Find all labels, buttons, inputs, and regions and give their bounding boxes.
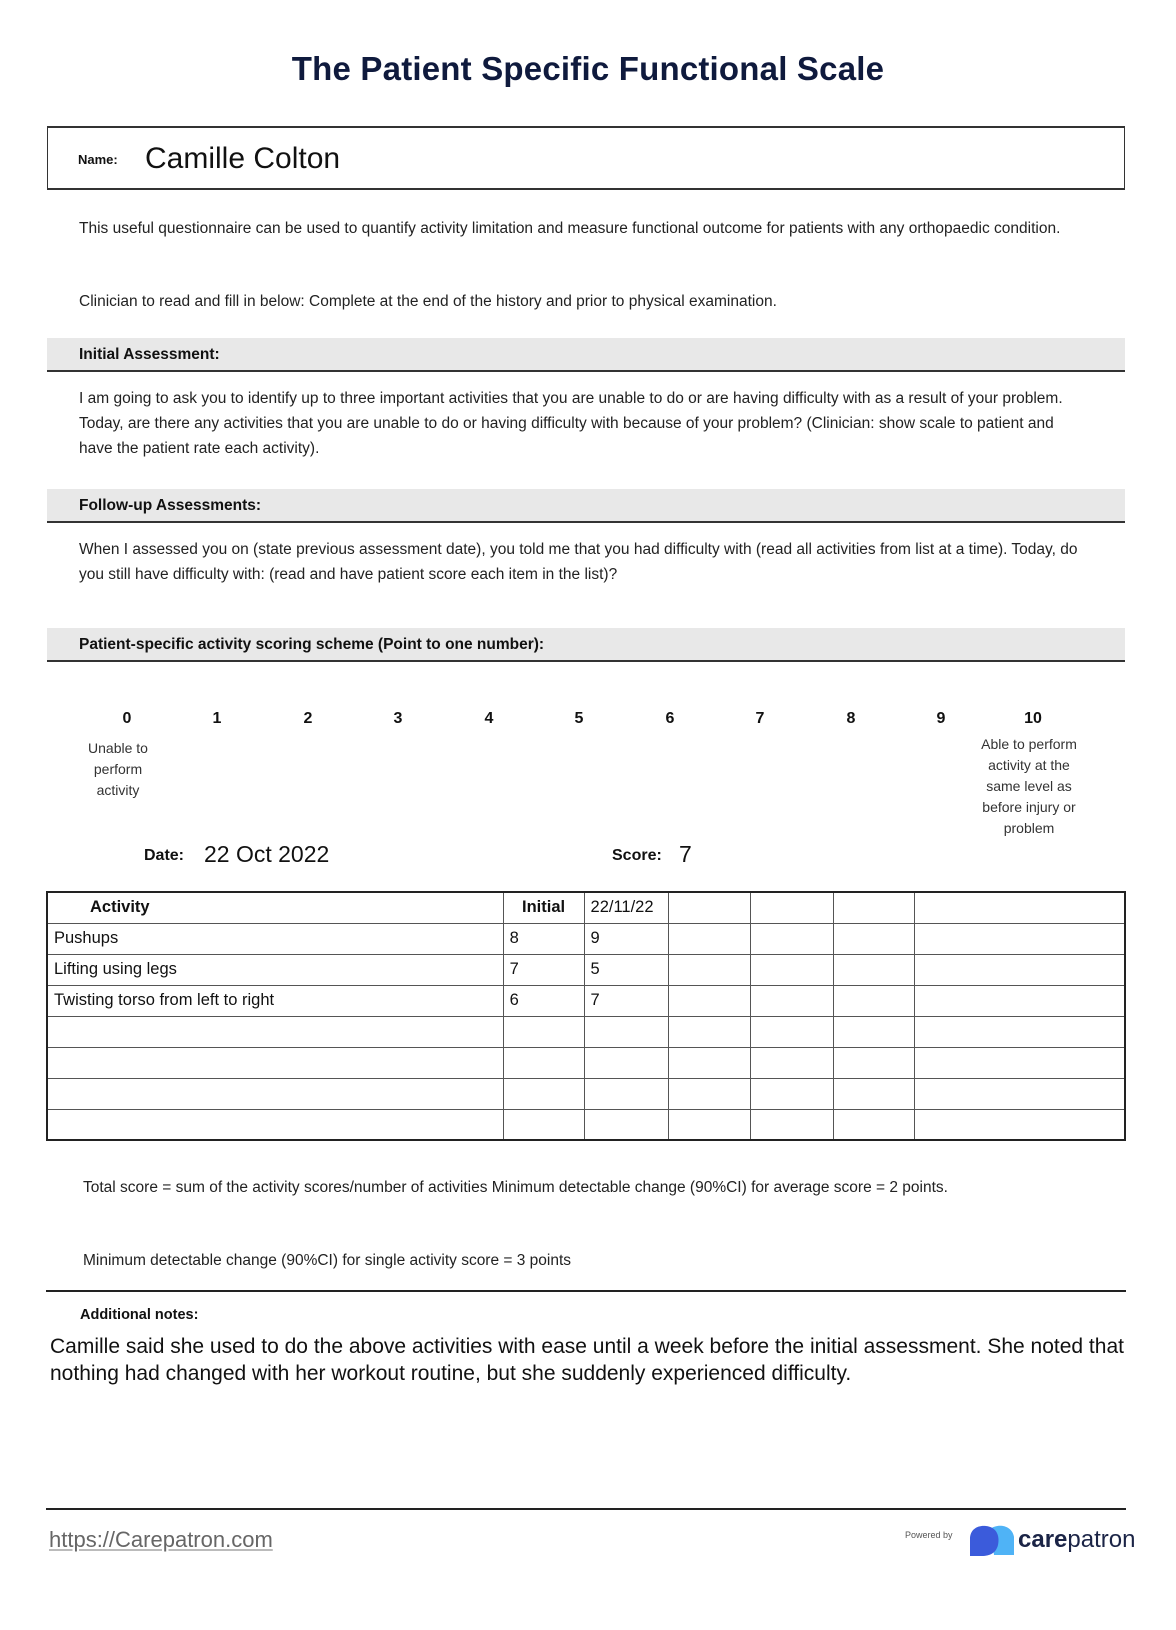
followup-score-cell[interactable] <box>834 1016 915 1047</box>
single-score-note: Minimum detectable change (90%CI) for single activity score = 3 points <box>83 1252 572 1269</box>
followup-score-cell[interactable] <box>914 1016 1125 1047</box>
scale-number-4[interactable]: 4 <box>484 710 494 727</box>
followup-score-cell[interactable] <box>584 1109 668 1140</box>
scoring-scheme-header <box>47 628 1125 662</box>
total-score-note: Total score = sum of the activity scores/number of activities Minimum detectable change (90%CI) for average score = 2 points. <box>83 1179 948 1196</box>
table-row <box>47 1109 1125 1140</box>
brand-rest: patron <box>1067 1526 1136 1553</box>
followup-score-cell[interactable] <box>668 985 751 1016</box>
followup-score-cell[interactable] <box>914 1047 1125 1078</box>
activity-cell[interactable] <box>47 1109 503 1140</box>
table-row <box>47 1078 1125 1109</box>
scale-number-9[interactable]: 9 <box>936 710 946 727</box>
initial-assessment-text: I am going to ask you to identify up to three important activities that you are unable to do or are having difficulty with as a result of your problem. Today, are there any activities that you are unable to do or having difficulty with because of your problem? (Clinician: show scale to patient and have the patient rate each activity). <box>79 390 1063 457</box>
followup-score-cell[interactable] <box>914 1078 1125 1109</box>
followup-assessment-text: When I assessed you on (state previous assessment date), you told me that you had difficulty with (read all activities from list at a time). Today, do you still have difficulty with: (read and have patient score each item in the list)? <box>79 541 1078 583</box>
scale-number-10[interactable]: 10 <box>1024 710 1042 727</box>
followup-score-cell[interactable] <box>914 985 1125 1016</box>
activity-cell[interactable] <box>47 1016 503 1047</box>
table-header-row <box>47 892 1125 923</box>
footer-divider <box>46 1508 1126 1510</box>
activity-cell[interactable]: Pushups <box>47 923 503 954</box>
followup-score-cell[interactable] <box>834 954 915 985</box>
followup-score-cell[interactable] <box>751 954 834 985</box>
name-field[interactable] <box>47 126 1125 190</box>
scale-high-label: Able to perform activity at the same level as before injury or problem <box>981 736 1077 836</box>
followup-score-cell[interactable] <box>751 1047 834 1078</box>
header-followup-date[interactable] <box>751 892 834 923</box>
scoring-scheme-heading: Patient-specific activity scoring scheme (Point to one number): <box>79 636 545 653</box>
header-activity: Activity <box>47 892 503 923</box>
followup-score-cell[interactable]: 5 <box>584 954 668 985</box>
score-value[interactable]: 7 <box>679 841 692 867</box>
carepatron-logo-icon <box>968 1523 1016 1557</box>
followup-score-cell[interactable] <box>668 1047 751 1078</box>
initial-score-cell[interactable]: 8 <box>503 923 584 954</box>
followup-assessment-heading: Follow-up Assessments: <box>79 497 262 514</box>
followup-score-cell[interactable]: 7 <box>584 985 668 1016</box>
followup-score-cell[interactable] <box>914 923 1125 954</box>
followup-score-cell[interactable] <box>584 1016 668 1047</box>
name-label: Name: <box>78 152 118 167</box>
brand-bold: care <box>1018 1526 1068 1553</box>
followup-score-cell[interactable] <box>834 1078 915 1109</box>
followup-score-cell[interactable] <box>668 954 751 985</box>
carepatron-link[interactable]: https://Carepatron.com <box>49 1527 273 1552</box>
activity-table <box>46 891 1126 1141</box>
followup-score-cell[interactable] <box>834 985 915 1016</box>
additional-notes-label: Additional notes: <box>80 1307 199 1323</box>
intro-paragraph: This useful questionnaire can be used to quantify activity limitation and measure functional outcome for patients with any orthopaedic condition. <box>79 220 1061 237</box>
table-row <box>47 1047 1125 1078</box>
followup-score-cell[interactable] <box>914 954 1125 985</box>
followup-score-cell[interactable] <box>834 1109 915 1140</box>
initial-assessment-heading: Initial Assessment: <box>79 346 220 363</box>
scale-number-2[interactable]: 2 <box>303 710 313 727</box>
initial-score-cell[interactable] <box>503 1047 584 1078</box>
followup-score-cell[interactable] <box>668 1016 751 1047</box>
followup-score-cell[interactable] <box>834 923 915 954</box>
table-row <box>47 954 1125 985</box>
powered-by-label: Powered by <box>905 1530 953 1540</box>
table-row <box>47 923 1125 954</box>
scale-number-1[interactable]: 1 <box>212 710 222 727</box>
page-title: The Patient Specific Functional Scale <box>291 50 885 87</box>
header-followup-date[interactable] <box>834 892 915 923</box>
date-value[interactable]: 22 Oct 2022 <box>204 841 330 867</box>
activity-cell[interactable]: Lifting using legs <box>47 954 503 985</box>
score-label: Score: <box>612 847 662 864</box>
scale-number-3[interactable]: 3 <box>393 710 403 727</box>
followup-score-cell[interactable] <box>668 923 751 954</box>
scale-number-7[interactable]: 7 <box>755 710 765 727</box>
clinician-instruction: Clinician to read and fill in below: Complete at the end of the history and prior to physical examination. <box>79 293 777 310</box>
table-row <box>47 1016 1125 1047</box>
followup-score-cell[interactable] <box>914 1109 1125 1140</box>
followup-assessment-header <box>47 489 1125 523</box>
scale-number-8[interactable]: 8 <box>846 710 856 727</box>
header-followup-date[interactable] <box>914 892 1125 923</box>
followup-score-cell[interactable] <box>751 1016 834 1047</box>
activity-cell[interactable] <box>47 1047 503 1078</box>
activity-cell[interactable] <box>47 1078 503 1109</box>
followup-score-cell[interactable] <box>584 1047 668 1078</box>
initial-score-cell[interactable]: 6 <box>503 985 584 1016</box>
activity-cell[interactable]: Twisting torso from left to right <box>47 985 503 1016</box>
followup-score-cell[interactable] <box>584 1078 668 1109</box>
name-value[interactable]: Camille Colton <box>145 142 341 175</box>
followup-score-cell[interactable] <box>751 923 834 954</box>
followup-score-cell[interactable]: 9 <box>584 923 668 954</box>
followup-score-cell[interactable] <box>751 1078 834 1109</box>
initial-score-cell[interactable] <box>503 1078 584 1109</box>
carepatron-wordmark <box>1018 1526 1135 1554</box>
table-row <box>47 985 1125 1016</box>
scale-low-label: Unable to perform activity <box>88 740 148 798</box>
followup-score-cell[interactable] <box>668 1078 751 1109</box>
initial-score-cell[interactable] <box>503 1016 584 1047</box>
followup-score-cell[interactable] <box>668 1109 751 1140</box>
additional-notes-text[interactable]: Camille said she used to do the above activities with ease until a week before the initial assessment. She noted that nothing had changed with her workout routine, but she suddenly experienced difficulty. <box>50 1335 1124 1385</box>
header-initial: Initial <box>503 892 584 923</box>
date-label: Date: <box>144 847 185 864</box>
initial-score-cell[interactable] <box>503 1109 584 1140</box>
initial-assessment-header <box>47 338 1125 372</box>
followup-score-cell[interactable] <box>751 985 834 1016</box>
scale-number-0[interactable]: 0 <box>122 710 132 727</box>
initial-score-cell[interactable]: 7 <box>503 954 584 985</box>
scale-number-5[interactable]: 5 <box>574 710 584 727</box>
scale-number-6[interactable]: 6 <box>665 710 675 727</box>
header-followup-date[interactable] <box>668 892 751 923</box>
divider <box>46 1290 1126 1292</box>
header-followup-date[interactable]: 22/11/22 <box>584 892 668 923</box>
followup-score-cell[interactable] <box>834 1047 915 1078</box>
followup-score-cell[interactable] <box>751 1109 834 1140</box>
